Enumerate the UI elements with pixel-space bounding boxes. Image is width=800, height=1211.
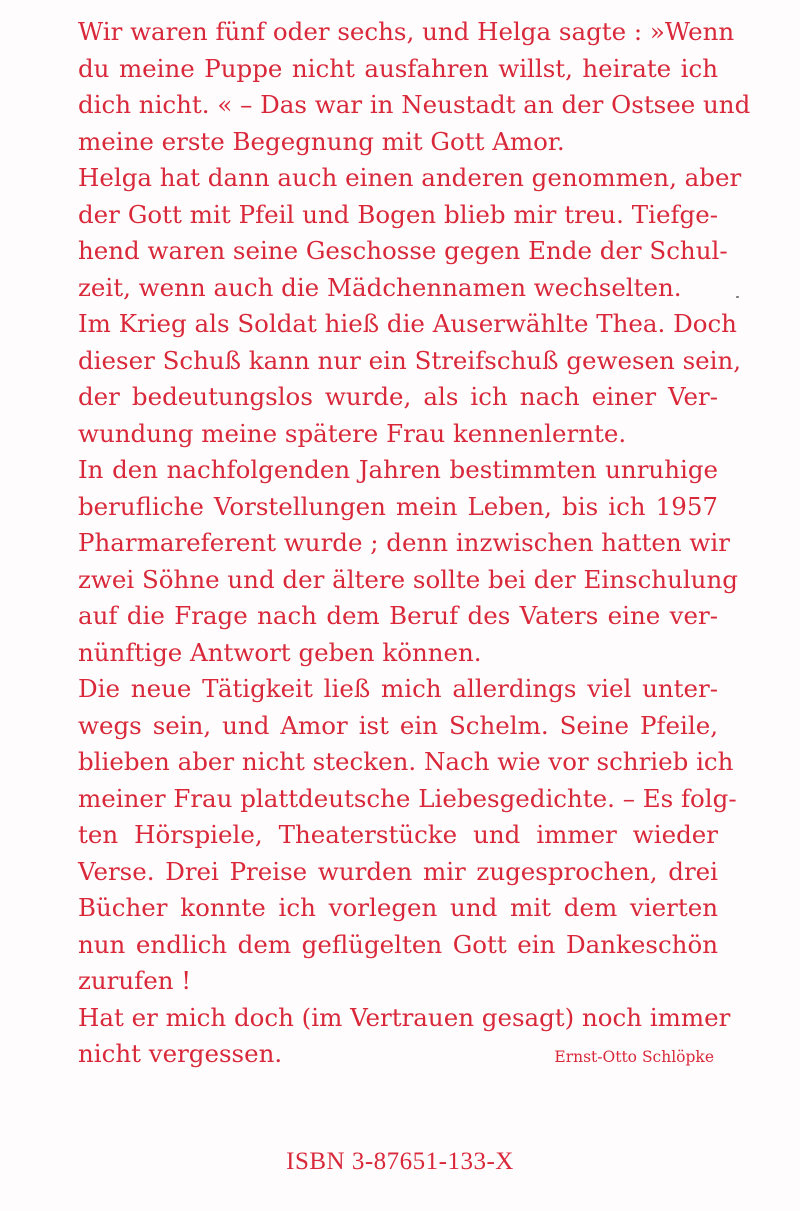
text-line: ten Hörspiele, Theaterstücke und immer wieder bbox=[78, 820, 718, 849]
text-line: Wir waren fünf oder sechs, und Helga sagte : »Wenn bbox=[78, 17, 735, 46]
text-line: In den nachfolgenden Jahren bestimmten unruhige bbox=[78, 455, 718, 484]
text-line: Die neue Tätigkeit ließ mich allerdings viel unter- bbox=[78, 674, 718, 703]
closing-row bbox=[78, 1036, 718, 1073]
text-line: dieser Schuß kann nur ein Streifschuß gewesen sein, bbox=[78, 345, 742, 375]
blurb-text bbox=[78, 14, 751, 1073]
text-line: dich nicht. « – Das war in Neustadt an der Ostsee und bbox=[78, 90, 751, 119]
text-line: Verse. Drei Preise wurden mir zugesprochen, drei bbox=[78, 856, 718, 886]
text-line: auf die Frage nach dem Beruf des Vaters eine ver- bbox=[78, 601, 718, 630]
text-line: zeit, wenn auch die Mädchennamen wechselten. bbox=[78, 272, 682, 302]
text-line: hend waren seine Geschosse gegen Ende der Schul- bbox=[78, 236, 728, 265]
author-signature: Ernst-Otto Schlöpke bbox=[554, 1048, 714, 1066]
text-line: berufliche Vorstellungen mein Leben, bis ich 1957 bbox=[78, 491, 718, 521]
paper-speck bbox=[736, 296, 739, 298]
text-line: du meine Puppe nicht ausfahren willst, heirate ich bbox=[78, 53, 718, 83]
isbn-number: ISBN 3-87651-133-X bbox=[286, 1148, 514, 1175]
text-line: der bedeutungslos wurde, als ich nach einer Ver- bbox=[78, 382, 718, 411]
text-line: nun endlich dem geflügelten Gott ein Dankeschön bbox=[78, 929, 718, 959]
text-line: blieben aber nicht stecken. Nach wie vor schrieb ich bbox=[78, 747, 734, 776]
text-line: Hat er mich doch (im Vertrauen gesagt) noch immer bbox=[78, 1002, 731, 1032]
text-line: nünftige Antwort geben können. bbox=[78, 637, 482, 667]
text-line: zwei Söhne und der ältere sollte bei der Einschulung bbox=[78, 564, 738, 594]
text-line: Im Krieg als Soldat hieß die Auserwählte Thea. Doch bbox=[78, 309, 737, 338]
text-line: wundung meine spätere Frau kennenlernte. bbox=[78, 418, 627, 448]
text-line: meiner Frau plattdeutsche Liebesgedichte. – Es folg- bbox=[78, 783, 737, 813]
text-line: der Gott mit Pfeil und Bogen blieb mir treu. Tiefge- bbox=[78, 199, 718, 229]
text-line: meine erste Begegnung mit Gott Amor. bbox=[78, 126, 565, 156]
text-line: zurufen ! bbox=[78, 966, 192, 995]
text-line: Helga hat dann auch einen anderen genommen, aber bbox=[78, 163, 742, 192]
text-line: nicht vergessen. bbox=[78, 1039, 283, 1068]
text-line: wegs sein, und Amor ist ein Schelm. Seine Pfeile, bbox=[78, 710, 718, 740]
text-line: Pharmareferent wurde ; denn inzwischen hatten wir bbox=[78, 528, 730, 557]
text-line: Bücher konnte ich vorlegen und mit dem vierten bbox=[78, 893, 718, 922]
